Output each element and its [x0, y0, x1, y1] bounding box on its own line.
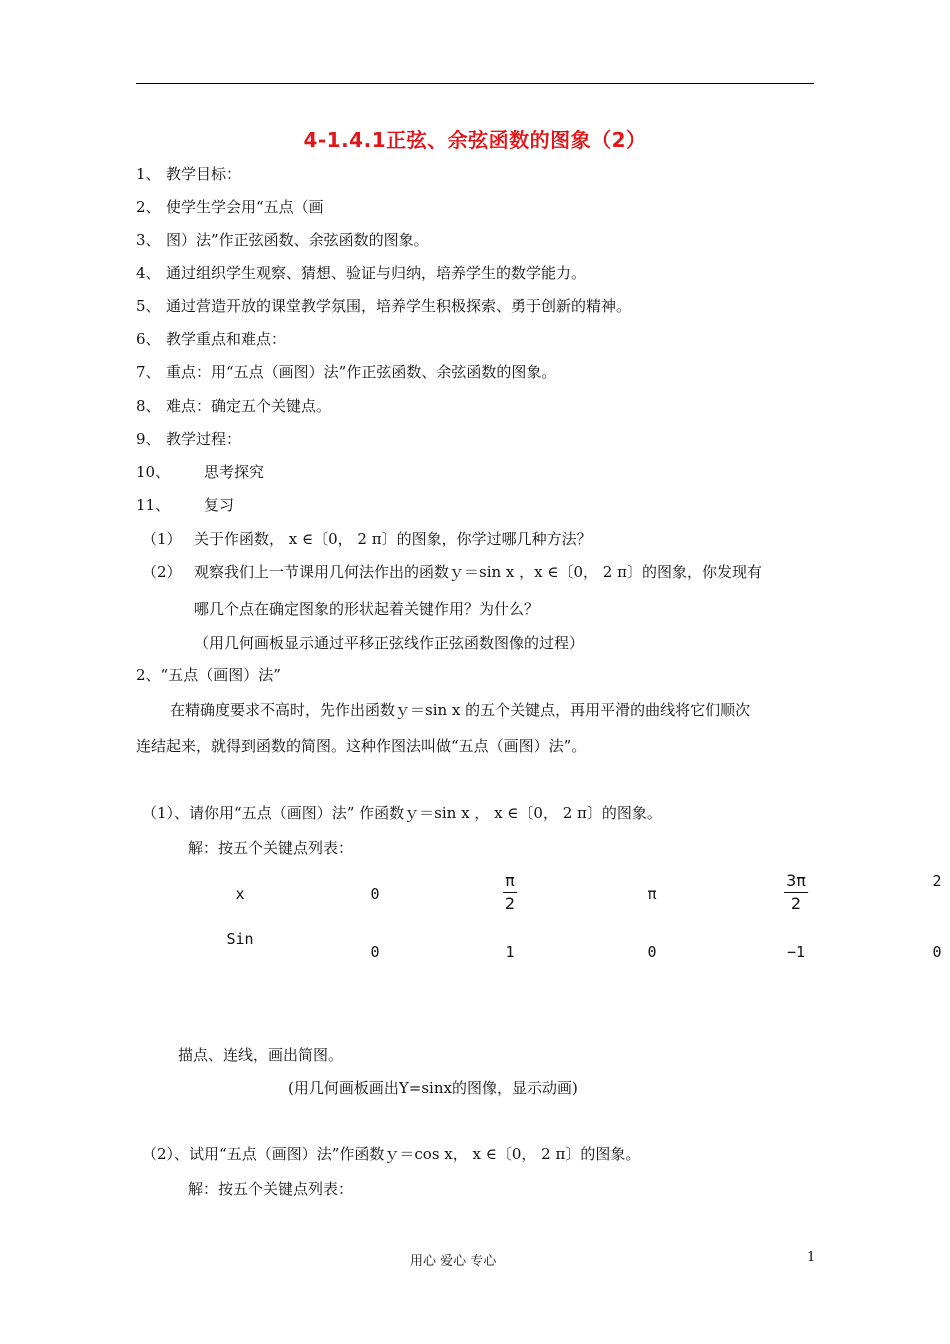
table-y-3: −1 — [786, 943, 806, 961]
list-item-number: 3、 — [136, 231, 161, 249]
list-item-text: 图）法”作正弦函数、余弦函数的图象。 — [166, 231, 429, 249]
table-x-3pi-over-2: $\frac{3\pi}{2}$ — [786, 871, 806, 913]
list-item — [136, 495, 234, 515]
draw-instruction: 描点、连线，画出简图。 — [178, 1046, 344, 1064]
note-geometry-sketchpad-1: （用几何画板显示通过平移正弦线作正弦函数图像的过程） — [194, 634, 585, 652]
note-geometry-sketchpad-2: (用几何画板画出Y=sinx的图像，显示动画) — [288, 1079, 578, 1097]
list-item-number: 2、 — [136, 198, 161, 216]
question-1: （1） 关于作函数， x ∈〔0， 2 π〕的图象，你学过哪几种方法？ — [142, 530, 592, 548]
list-item-text: 使学生学会用“五点（画 — [166, 198, 324, 216]
table-y-0: 0 — [370, 943, 380, 961]
list-item-number: 4、 — [136, 264, 161, 282]
table-label-sin: Sin — [226, 930, 254, 948]
page-title: 4-1.4.1正弦、余弦函数的图象（2） — [303, 128, 647, 152]
exercise-2: （2）、试用“五点（画图）法”作函数ｙ＝cos x， x ∈〔0， 2 π〕的图象。 — [142, 1145, 641, 1163]
list-item-text: 教学重点和难点： — [166, 330, 287, 348]
table-x-0: 0 — [370, 885, 380, 903]
question-2: （2） 观察我们上一节课用几何法作出的函数ｙ＝sin x ，x ∈〔0， 2 π〕的图象，你发现有 — [142, 563, 762, 581]
list-item-number: 1、 — [136, 165, 161, 183]
list-item-text: 复习 — [204, 496, 235, 514]
list-item — [136, 396, 331, 416]
list-item — [136, 429, 241, 449]
table-y-4: 0 — [932, 943, 942, 961]
list-item — [136, 462, 264, 482]
list-item-text: 通过组织学生观察、猜想、验证与归纳，培养学生的数学能力。 — [166, 264, 587, 282]
header-rule — [136, 83, 814, 84]
table-x-pi-over-2: $\frac{\pi}{2}$ — [504, 871, 516, 913]
solution-2: 解：按五个关键点列表： — [188, 1180, 354, 1198]
paragraph-line-1: 在精确度要求不高时，先作出函数ｙ＝sin x 的五个关键点，再用平滑的曲线将它们顺次 — [170, 701, 751, 719]
list-item-text: 教学目标： — [166, 165, 242, 183]
list-item — [136, 164, 241, 184]
list-item-number: 8、 — [136, 397, 161, 415]
list-item-text: 通过营造开放的课堂教学氛围，培养学生积极探索、勇于创新的精神。 — [166, 297, 632, 315]
list-item-text: 教学过程： — [166, 430, 242, 448]
section-2-heading: 2、“五点（画图）法” — [136, 666, 281, 684]
list-item — [136, 197, 324, 217]
list-item-text: 思考探究 — [204, 463, 265, 481]
footer-slogan: 用心 爱心 专心 — [410, 1254, 497, 1269]
list-item-text: 难点：确定五个关键点。 — [166, 397, 332, 415]
list-item-number: 7、 — [136, 363, 161, 381]
list-item-number: 11、 — [136, 496, 171, 514]
list-item — [136, 362, 556, 382]
list-item — [136, 230, 429, 250]
list-item-number: 10、 — [136, 463, 171, 481]
list-item-number: 9、 — [136, 430, 161, 448]
list-item-number: 5、 — [136, 297, 161, 315]
list-item-number: 6、 — [136, 330, 161, 348]
table-y-2: 0 — [647, 943, 657, 961]
list-item — [136, 329, 286, 349]
page-number: 1 — [807, 1250, 816, 1265]
exercise-1: （1）、请你用“五点（画图）法” 作函数ｙ＝sin x ， x ∈〔0， 2 π〕的图象。 — [142, 804, 662, 822]
list-item — [136, 296, 631, 316]
paragraph-line-2: 连结起来，就得到函数的简图。这种作图法叫做“五点（画图）法”。 — [136, 737, 587, 755]
question-2-cont: 哪几个点在确定图象的形状起着关键作用？为什么？ — [194, 600, 540, 618]
list-item-text: 重点：用“五点（画图）法”作正弦函数、余弦函数的图象。 — [166, 363, 557, 381]
list-item — [136, 263, 586, 283]
table-y-1: 1 — [505, 943, 515, 961]
table-x-2pi: 2 — [932, 872, 942, 890]
table-label-x: x — [235, 885, 245, 903]
table-x-pi: π — [647, 885, 657, 903]
solution-1: 解：按五个关键点列表： — [188, 839, 354, 857]
